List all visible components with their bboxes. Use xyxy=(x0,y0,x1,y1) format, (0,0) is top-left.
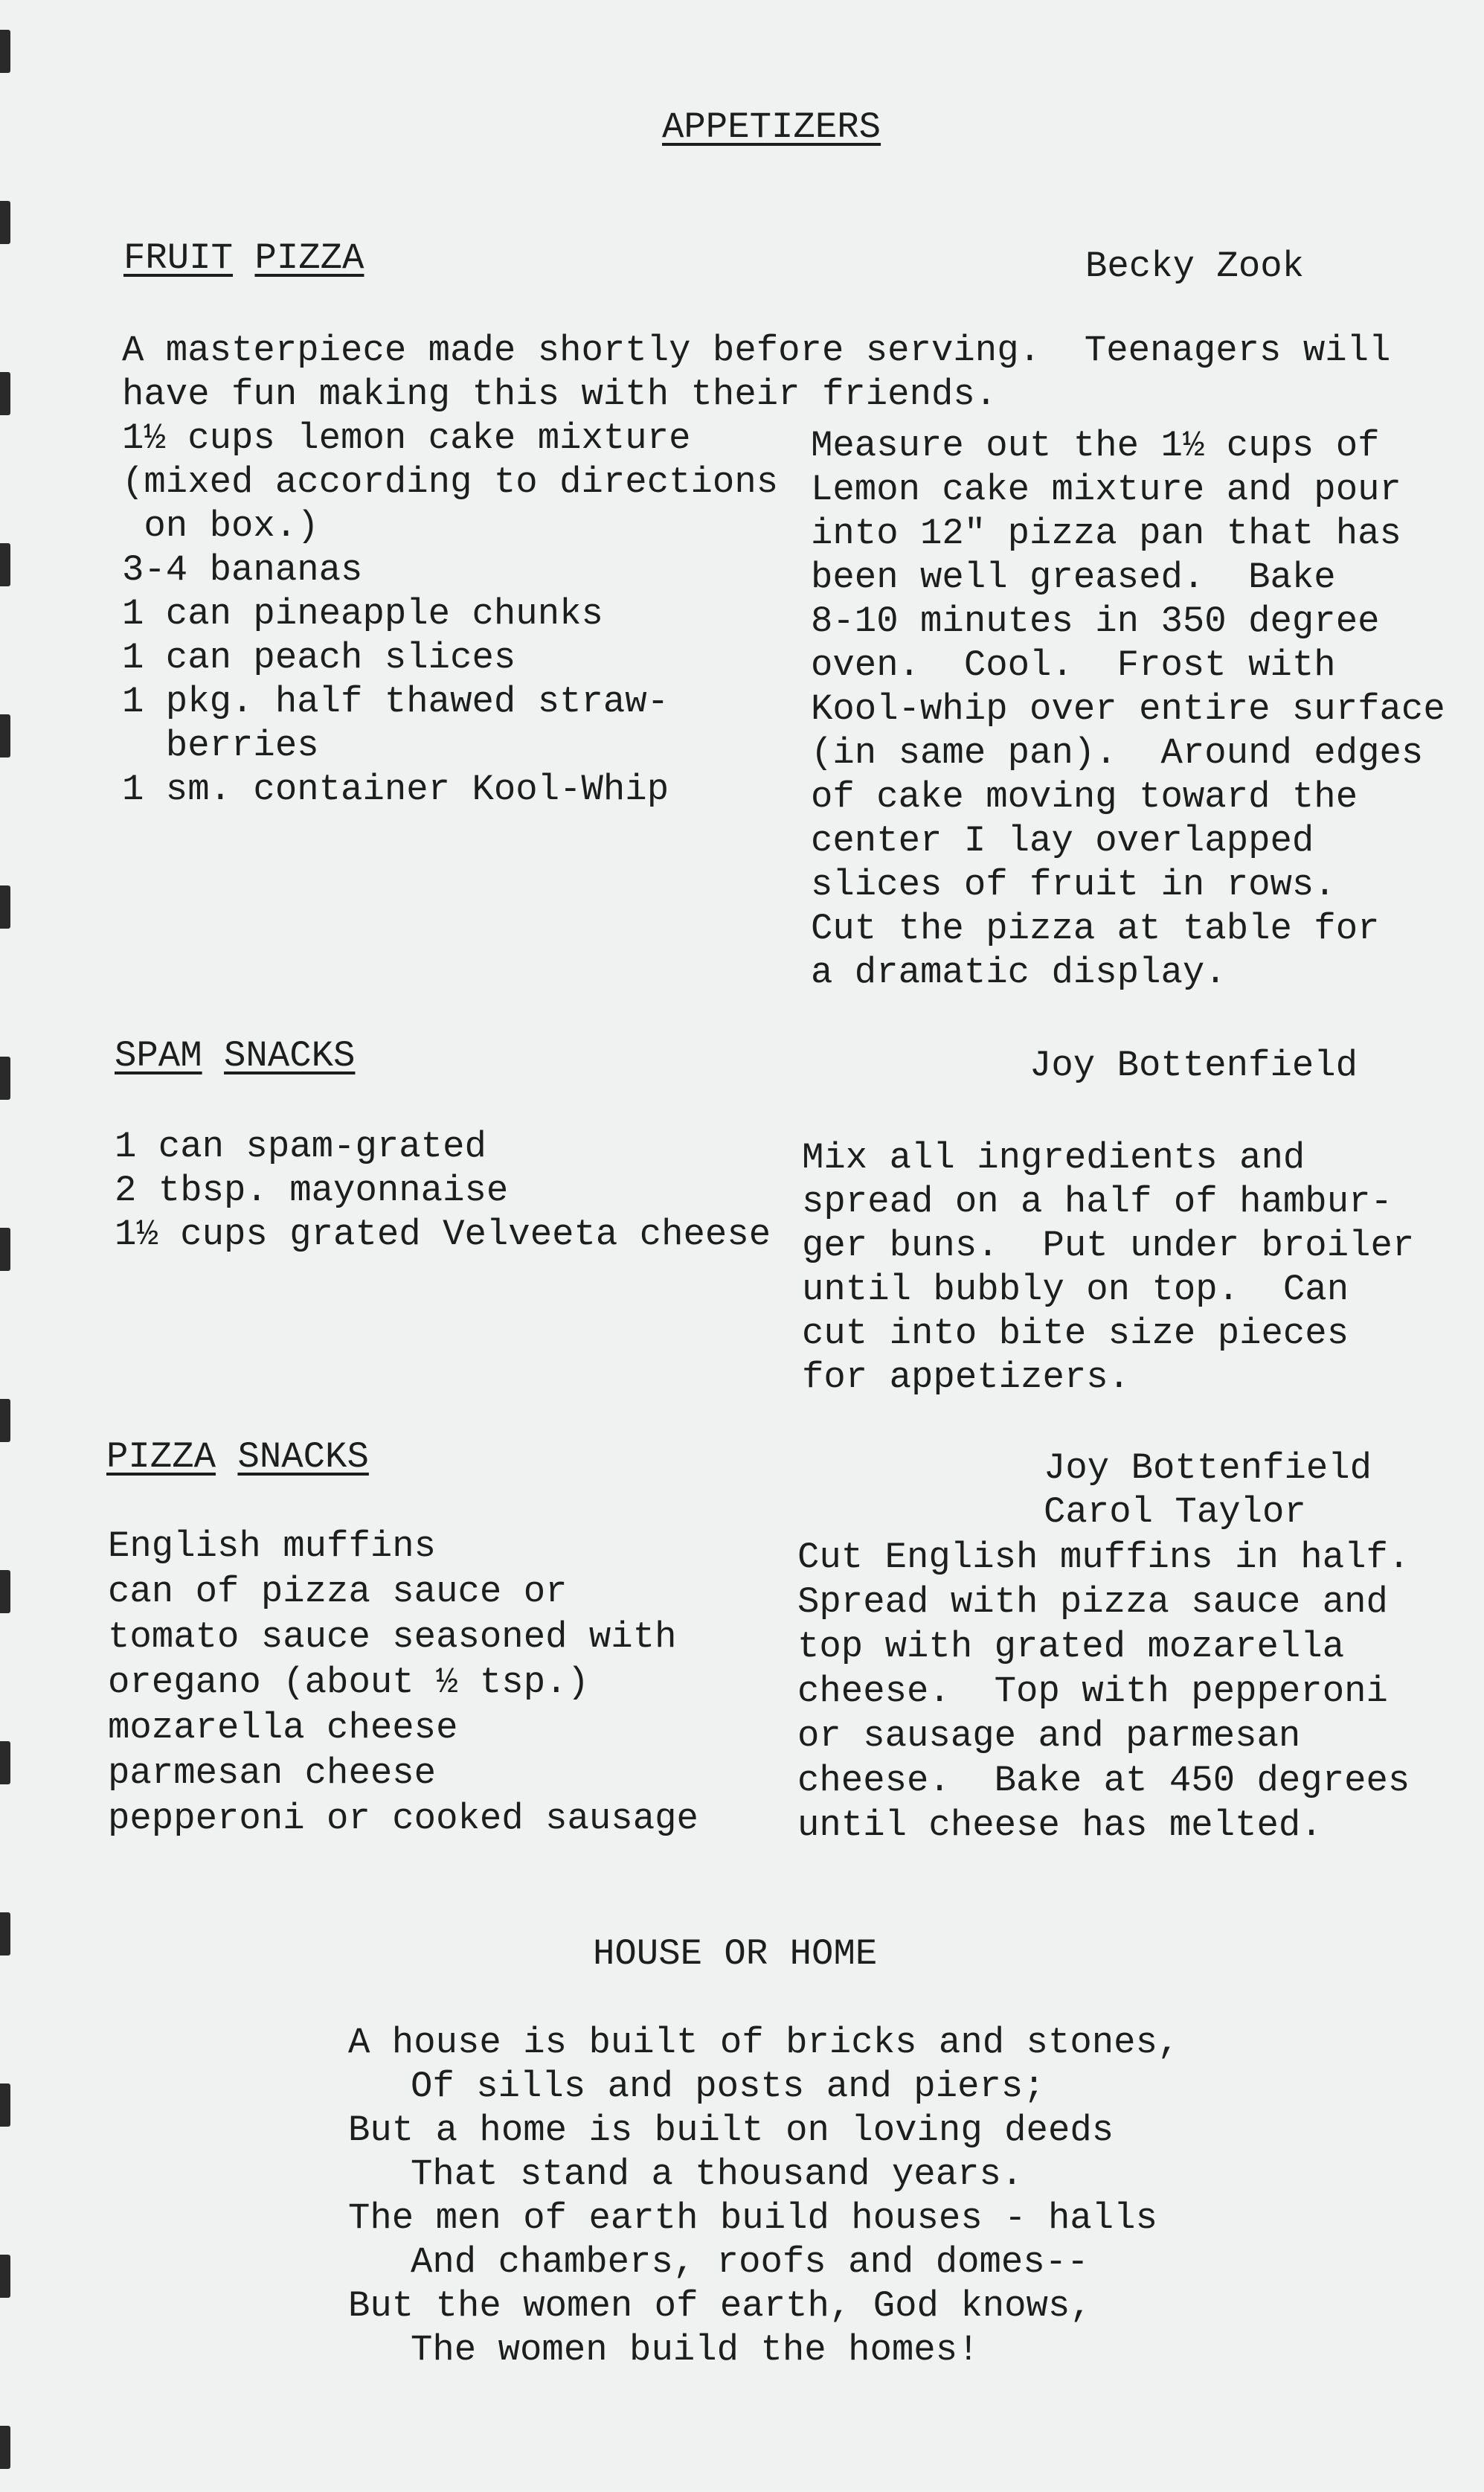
binding-hole xyxy=(0,1570,10,1613)
binding-hole xyxy=(0,2426,10,2469)
text-line: oven. Cool. Frost with xyxy=(811,644,1336,686)
text-line: of cake moving toward the xyxy=(811,776,1358,818)
text-line: cut into bite size pieces xyxy=(802,1313,1349,1354)
text-line: ger buns. Put under broiler xyxy=(802,1225,1415,1266)
text-line: Lemon cake mixture and pour xyxy=(811,469,1401,510)
title-word: SPAM xyxy=(115,1035,202,1077)
text-line: (mixed according to directions xyxy=(122,461,779,503)
text-line: 1½ cups grated Velveeta cheese xyxy=(115,1214,771,1255)
text-line: into 12" pizza pan that has xyxy=(811,513,1401,554)
text-line: top with grated mozarella xyxy=(797,1626,1345,1668)
ingredient-list xyxy=(108,1524,698,1842)
text-line: spread on a half of hambur- xyxy=(802,1181,1393,1223)
text-line: cheese. Bake at 450 degrees xyxy=(797,1760,1410,1801)
binding-hole xyxy=(0,2083,10,2127)
binding-hole xyxy=(0,372,10,415)
binding-hole xyxy=(0,1912,10,1956)
text-line: for appetizers. xyxy=(802,1356,1131,1398)
binding-hole xyxy=(0,1741,10,1784)
text-line: A masterpiece made shortly before serving. Teenagers will xyxy=(122,330,1391,371)
text-line: 1½ cups lemon cake mixture xyxy=(122,417,691,459)
text-line: parmesan cheese xyxy=(108,1752,437,1794)
title-word: PIZZA xyxy=(254,237,364,279)
text-line: on box.) xyxy=(122,505,319,547)
binding-hole xyxy=(0,1057,10,1100)
recipe-title xyxy=(123,237,364,281)
text-line: Cut English muffins in half. xyxy=(797,1537,1410,1578)
text-line: berries xyxy=(122,725,319,766)
text-line: slices of fruit in rows. xyxy=(811,864,1336,906)
directions xyxy=(811,424,1445,995)
binding-hole xyxy=(0,714,10,757)
text-line: a dramatic display. xyxy=(811,952,1227,993)
text-line: Carol Taylor xyxy=(1044,1491,1306,1533)
text-line: Cut the pizza at table for xyxy=(811,908,1380,949)
text-line: Kool-whip over entire surface xyxy=(811,688,1445,730)
text-line: Joy Bottenfield xyxy=(1044,1447,1372,1489)
directions xyxy=(797,1535,1410,1848)
text-line: The women build the homes! xyxy=(411,2329,980,2371)
binding-hole xyxy=(0,30,10,73)
recipe-authors xyxy=(1044,1447,1372,1534)
text-line: Of sills and posts and piers; xyxy=(411,2066,1045,2107)
recipe-author: Becky Zook xyxy=(1085,246,1305,287)
ingredient-list xyxy=(115,1125,771,1257)
title-word: SNACKS xyxy=(237,1436,369,1478)
poem-title: HOUSE OR HOME xyxy=(593,1933,878,1975)
binding-hole xyxy=(0,543,10,586)
binding-hole xyxy=(0,1228,10,1271)
binding-hole xyxy=(0,2255,10,2298)
recipe-author: Joy Bottenfield xyxy=(1030,1045,1358,1086)
text-line: 1 can peach slices xyxy=(122,637,516,679)
text-line: or sausage and parmesan xyxy=(797,1715,1301,1757)
text-line: been well greased. Bake xyxy=(811,557,1336,598)
recipe-title xyxy=(106,1435,369,1479)
text-line: tomato sauce seasoned with xyxy=(108,1616,677,1658)
binding-hole xyxy=(0,201,10,244)
ingredient-list xyxy=(122,417,778,812)
text-line: 8-10 minutes in 350 degree xyxy=(811,600,1380,642)
text-line: have fun making this with their friends. xyxy=(122,374,998,415)
text-line: But a home is built on loving deeds xyxy=(348,2110,1114,2151)
text-line: Mix all ingredients and xyxy=(802,1137,1305,1179)
text-line: Spread with pizza sauce and xyxy=(797,1581,1388,1623)
text-line: 3-4 bananas xyxy=(122,549,363,591)
text-line: mozarella cheese xyxy=(108,1707,458,1749)
text-line: And chambers, roofs and domes-- xyxy=(411,2241,1089,2283)
text-line: 1 sm. container Kool-Whip xyxy=(122,769,669,810)
recipe-intro xyxy=(122,329,1390,417)
title-word: SNACKS xyxy=(224,1035,356,1077)
binding-hole xyxy=(0,885,10,929)
text-line: cheese. Top with pepperoni xyxy=(797,1671,1388,1712)
text-line: The men of earth build houses - halls xyxy=(348,2197,1157,2239)
text-line: center I lay overlapped xyxy=(811,820,1314,862)
text-line: But the women of earth, God knows, xyxy=(348,2285,1092,2327)
text-line: A house is built of bricks and stones, xyxy=(348,2022,1180,2063)
title-word: PIZZA xyxy=(106,1436,216,1478)
text-line: pepperoni or cooked sausage xyxy=(108,1798,698,1839)
text-line: English muffins xyxy=(108,1525,437,1567)
text-line: 1 can pineapple chunks xyxy=(122,593,603,635)
binding-hole xyxy=(0,1399,10,1442)
directions xyxy=(802,1136,1414,1400)
recipe-title xyxy=(115,1034,355,1078)
title-word: FRUIT xyxy=(123,237,234,279)
page-title: APPETIZERS xyxy=(662,106,881,148)
text-line: Measure out the 1½ cups of xyxy=(811,425,1380,467)
text-line: 2 tbsp. mayonnaise xyxy=(115,1170,509,1211)
poem xyxy=(348,2021,1179,2372)
text-line: That stand a thousand years. xyxy=(411,2153,1024,2195)
text-line: 1 pkg. half thawed straw- xyxy=(122,681,669,723)
text-line: until cheese has melted. xyxy=(797,1804,1323,1846)
text-line: (in same pan). Around edges xyxy=(811,732,1424,774)
text-line: 1 can spam-grated xyxy=(115,1126,486,1167)
text-line: can of pizza sauce or xyxy=(108,1571,568,1612)
text-line: oregano (about ½ tsp.) xyxy=(108,1662,589,1703)
text-line: until bubbly on top. Can xyxy=(802,1269,1349,1310)
